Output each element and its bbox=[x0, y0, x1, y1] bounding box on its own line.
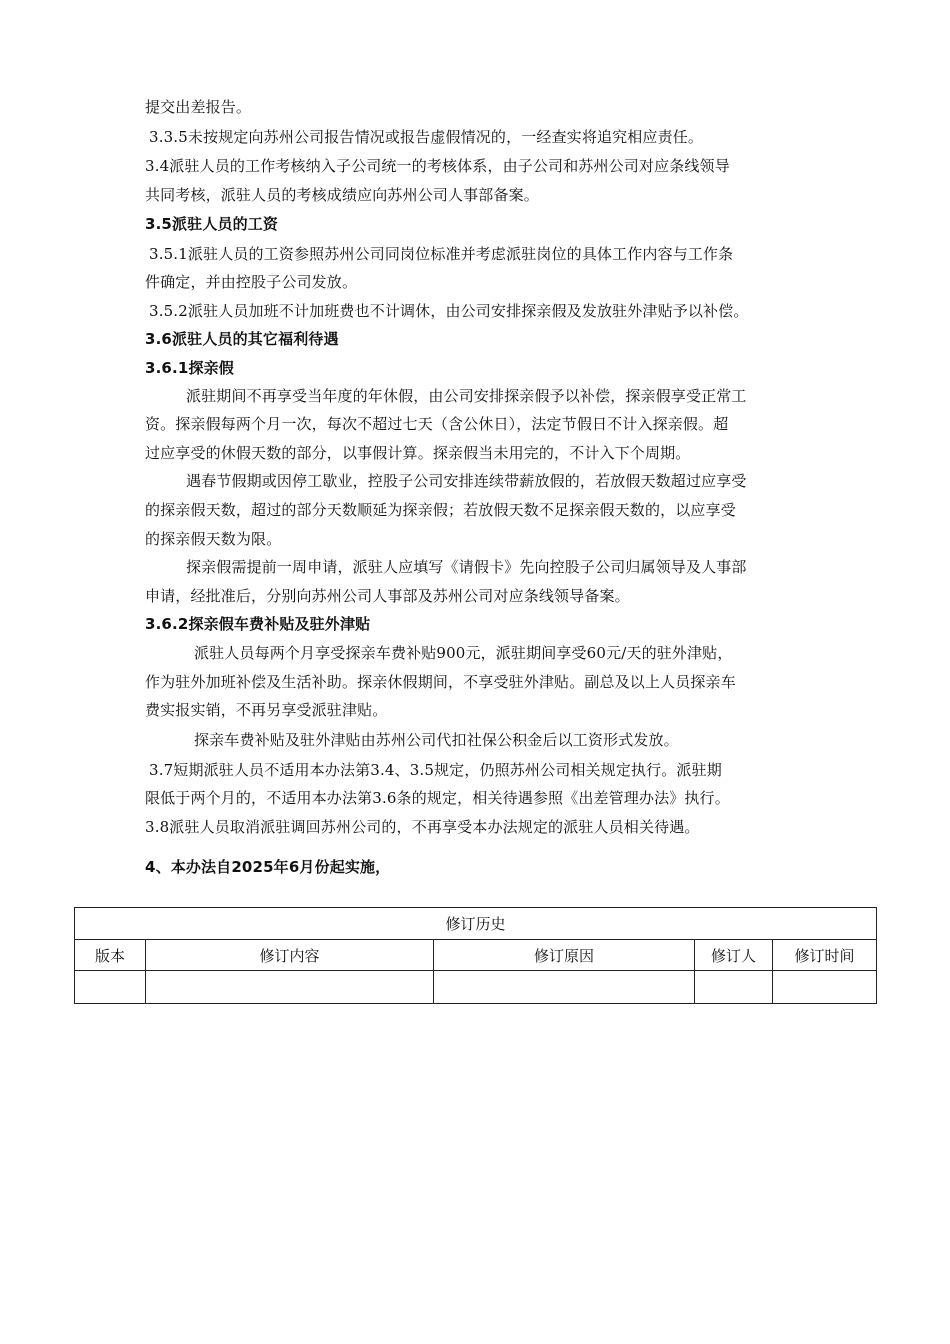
column-header-reason: 修订原因 bbox=[434, 940, 695, 971]
subsection-heading-3-6-1: 3.6.1探亲假 bbox=[145, 359, 234, 377]
paragraph-line: 探亲假需提前一周申请，派驻人应填写《请假卡》先向控股子公司归属领导及人事部 bbox=[186, 558, 747, 576]
paragraph-line: 的探亲假天数为限。 bbox=[145, 530, 282, 548]
clause-3-4: 3.4派驻人员的工作考核纳入子公司统一的考核体系，由子公司和苏州公司对应条线领导 bbox=[145, 157, 730, 175]
paragraph-line: 共同考核，派驻人员的考核成绩应向苏州公司人事部备案。 bbox=[145, 186, 539, 204]
table-caption: 修订历史 bbox=[75, 908, 877, 940]
clause-3-3-5: 3.3.5未按规定向苏州公司报告情况或报告虚假情况的，一经查实将追究相应责任。 bbox=[149, 128, 704, 146]
paragraph-line: 申请，经批准后，分别向苏州公司人事部及苏州公司对应条线领导备案。 bbox=[145, 587, 630, 605]
table-cell bbox=[434, 971, 695, 1004]
paragraph-line: 费实报实销，不再另享受派驻津贴。 bbox=[145, 701, 388, 719]
paragraph-line: 限低于两个月的，不适用本办法第3.6条的规定，相关待遇参照《出差管理办法》执行。 bbox=[145, 789, 730, 807]
paragraph-line: 派驻人员每两个月享受探亲车费补贴900元，派驻期间享受60元/天的驻外津贴， bbox=[194, 644, 733, 662]
section-heading-4: 4、本办法自2025年6月份起实施， bbox=[145, 858, 391, 876]
table-row bbox=[75, 971, 877, 1004]
paragraph-line: 探亲车费补贴及驻外津贴由苏州公司代扣社保公积金后以工资形式发放。 bbox=[194, 731, 679, 749]
column-header-content: 修订内容 bbox=[146, 940, 434, 971]
paragraph-line: 的探亲假天数，超过的部分天数顺延为探亲假；若放假天数不足探亲假天数的，以应享受 bbox=[145, 501, 736, 519]
paragraph-line: 遇春节假期或因停工歇业，控股子公司安排连续带薪放假的，若放假天数超过应享受 bbox=[186, 472, 747, 490]
column-header-reviser: 修订人 bbox=[695, 940, 773, 971]
section-heading-3-5: 3.5派驻人员的工资 bbox=[145, 215, 279, 233]
paragraph-line: 过应享受的休假天数的部分，以事假计算。探亲假当未用完的，不计入下个周期。 bbox=[145, 444, 691, 462]
paragraph-line: 派驻期间不再享受当年度的年休假，由公司安排探亲假予以补偿，探亲假享受正常工 bbox=[186, 387, 747, 405]
table-cell bbox=[773, 971, 877, 1004]
table-caption-row bbox=[75, 908, 877, 940]
column-header-version: 版本 bbox=[75, 940, 146, 971]
subsection-heading-3-6-2: 3.6.2探亲假车费补贴及驻外津贴 bbox=[145, 615, 371, 633]
table-cell bbox=[75, 971, 146, 1004]
clause-3-8: 3.8派驻人员取消派驻调回苏州公司的，不再享受本办法规定的派驻人员相关待遇。 bbox=[145, 818, 700, 836]
paragraph-line: 提交出差报告。 bbox=[145, 98, 252, 116]
section-heading-3-6: 3.6派驻人员的其它福利待遇 bbox=[145, 330, 339, 348]
paragraph-line: 件确定，并由控股子公司发放。 bbox=[145, 273, 358, 291]
column-header-date: 修订时间 bbox=[773, 940, 877, 971]
paragraph-line: 作为驻外加班补偿及生活补助。探亲休假期间，不享受驻外津贴。副总及以上人员探亲车 bbox=[145, 673, 736, 691]
clause-3-7: 3.7短期派驻人员不适用本办法第3.4、3.5规定，仍照苏州公司相关规定执行。派驻期 bbox=[149, 761, 722, 779]
table-header-row bbox=[75, 940, 877, 971]
table-cell bbox=[146, 971, 434, 1004]
revision-history-table bbox=[74, 907, 877, 1004]
table-cell bbox=[695, 971, 773, 1004]
clause-3-5-1: 3.5.1派驻人员的工资参照苏州公司同岗位标准并考虑派驻岗位的具体工作内容与工作条 bbox=[149, 245, 734, 263]
paragraph-line: 资。探亲假每两个月一次，每次不超过七天（含公休日），法定节假日不计入探亲假。超 bbox=[145, 415, 729, 433]
clause-3-5-2: 3.5.2派驻人员加班不计加班费也不计调休，由公司安排探亲假及发放驻外津贴予以补偿。 bbox=[149, 302, 749, 320]
